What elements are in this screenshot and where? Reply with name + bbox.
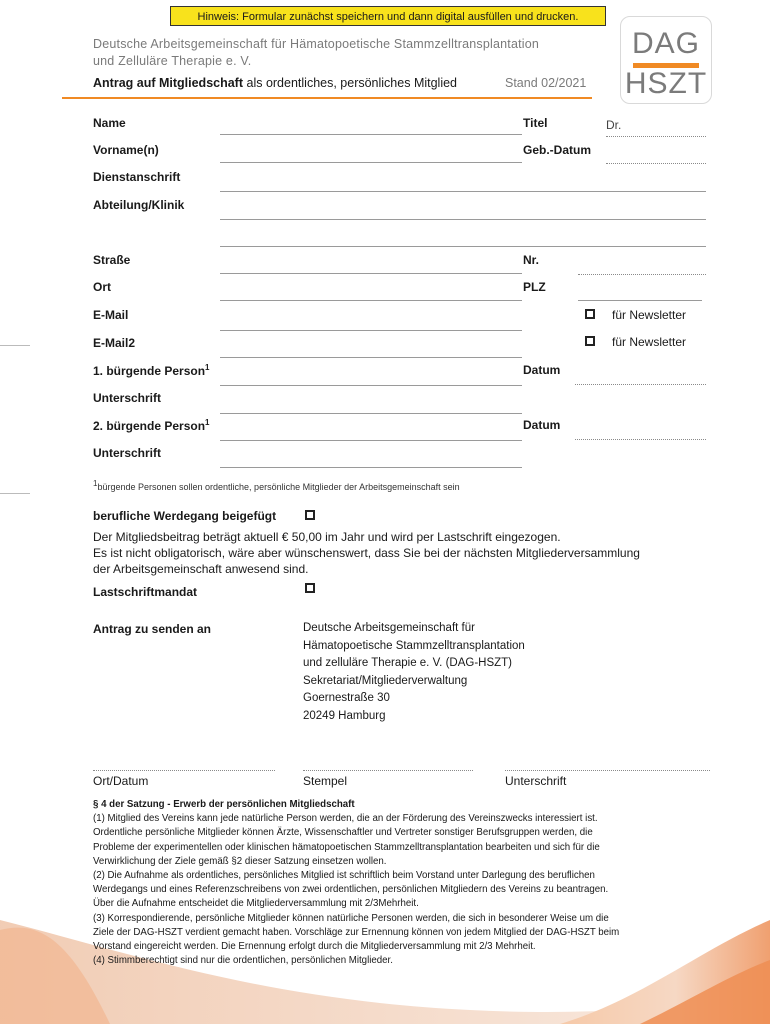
- satzung-line: (2) Die Aufnahme als ordentliches, persönliches Mitglied ist schriftlich beim Vorstand unter Darlegung des beruflichen: [93, 870, 595, 882]
- label-stempel: Stempel: [303, 774, 348, 788]
- satzung-line: Ziele der DAG-HSZT verdient gemacht haben. Vorschläge zur Ernennung können von jedem Mitglied der DAG-HSZT beim: [93, 926, 620, 938]
- footnote: $^1$bürgende Personen sollen ordentliche, persönliche Mitglieder der Arbeitsgemeinschaft sein: [93, 479, 460, 492]
- email-field[interactable]: [220, 330, 522, 331]
- address-line: und zelluläre Therapie e. V. (DAG-HSZT): [303, 657, 513, 669]
- satzung-line: Werdegangs und eines Referenzschreibens von zwei ordentlichen, persönlichen Mitgliedern des Vereins zu beantragen.: [93, 884, 609, 896]
- plz-field[interactable]: [578, 300, 702, 301]
- unterschrift-1-field[interactable]: [220, 413, 522, 414]
- buerge-1-field[interactable]: [220, 385, 522, 386]
- satzung-section: [93, 798, 703, 968]
- beitrag-line-1: Der Mitgliedsbeitrag beträgt aktuell € 50,00 im Jahr und wird per Lastschrift eingezogen.: [93, 530, 561, 544]
- newsletter-checkbox-2[interactable]: [585, 336, 595, 346]
- newsletter-label-2: für Newsletter: [612, 335, 687, 349]
- satzung-line: Ordentliche persönliche Mitglieder können Ärzte, Wissenschaftler und Vertreter sonstiger Berufsgruppen werden, die: [93, 827, 593, 839]
- version-stand: Stand 02/2021: [505, 76, 587, 90]
- address-line: Goernestraße 30: [303, 692, 390, 704]
- ort-datum-line[interactable]: [93, 770, 275, 771]
- ort-field[interactable]: [220, 300, 522, 301]
- satzung-line: Probleme der experimentellen oder klinischen hämatopoetischen Stammzelltransplantation bearbeiten und sich für die: [93, 841, 600, 853]
- subtitle-bold: Antrag auf Mitgliedschaft: [93, 76, 244, 90]
- label-unterschrift-final: Unterschrift: [505, 774, 567, 788]
- org-line-2: und Zelluläre Therapie e. V.: [93, 54, 252, 68]
- email2-field[interactable]: [220, 357, 522, 358]
- newsletter-checkbox-1[interactable]: [585, 309, 595, 319]
- abteilung-field[interactable]: [220, 219, 706, 220]
- header-divider: [62, 97, 592, 99]
- nr-field[interactable]: [578, 274, 706, 275]
- geb-datum-field[interactable]: [606, 163, 706, 164]
- abteilung-field-2[interactable]: [220, 246, 706, 247]
- label-email: E-Mail: [93, 308, 129, 322]
- label-ort: Ort: [93, 280, 111, 294]
- logo-text-top: DAG: [631, 27, 700, 60]
- titel-field[interactable]: [606, 136, 706, 137]
- label-abteilung: Abteilung/Klinik: [93, 198, 185, 212]
- titel-value: Dr.: [606, 118, 622, 132]
- datum-1-field[interactable]: [575, 384, 706, 385]
- buerge-2-field[interactable]: [220, 440, 522, 441]
- side-mark: [0, 493, 30, 494]
- label-datum-2: Datum: [523, 418, 561, 432]
- unterschrift-line[interactable]: [505, 770, 710, 771]
- label-strasse: Straße: [93, 253, 131, 267]
- satzung-line: (3) Korrespondierende, persönliche Mitglieder können natürliche Personen werden, die sich in besonderer Weise um die: [93, 912, 609, 924]
- satzung-line: Über die Aufnahme entscheidet die Mitgliederversammlung mit 2/3Mehrheit.: [93, 898, 419, 910]
- address-line: Sekretariat/Mitgliederverwaltung: [303, 674, 468, 687]
- subtitle-rest: als ordentliches, persönliches Mitglied: [243, 76, 458, 90]
- satzung-line: (4) Stimmberechtigt sind nur die ordentlichen, persönlichen Mitglieder.: [93, 955, 393, 967]
- dienstanschrift-field[interactable]: [220, 191, 706, 192]
- label-email2: E-Mail2: [93, 336, 136, 350]
- label-name: Name: [93, 116, 126, 130]
- dag-hszt-logo: [620, 16, 712, 104]
- label-lastschrift: Lastschriftmandat: [93, 585, 198, 599]
- satzung-line: Verwirklichung der Ziele gemäß §2 dieser Satzung einsetzen wollen.: [93, 855, 387, 867]
- label-plz: PLZ: [523, 280, 546, 294]
- label-unterschrift-2: Unterschrift: [93, 446, 162, 460]
- label-buerge-2: 2. bürgende Person$^1$: [93, 418, 210, 433]
- vorname-field[interactable]: [220, 162, 522, 163]
- satzung-line: (1) Mitglied des Vereins kann jede natürliche Person werden, die an der Förderung des Vereinszwecks interessiert ist.: [93, 813, 598, 825]
- werdegang-checkbox[interactable]: [305, 510, 315, 520]
- side-mark: [0, 345, 30, 346]
- name-field[interactable]: [220, 134, 522, 135]
- stempel-line[interactable]: [303, 770, 473, 771]
- form-subtitle: [93, 76, 457, 90]
- label-werdegang: berufliche Werdegang beigefügt: [93, 509, 277, 523]
- newsletter-label-1: für Newsletter: [612, 308, 687, 322]
- strasse-field[interactable]: [220, 273, 522, 274]
- label-nr: Nr.: [523, 253, 540, 267]
- unterschrift-2-field[interactable]: [220, 467, 522, 468]
- satzung-title: § 4 der Satzung - Erwerb der persönlichen Mitgliedschaft: [93, 799, 355, 810]
- address-line: Hämatopoetische Stammzelltransplantation: [303, 639, 525, 652]
- org-line-1: Deutsche Arbeitsgemeinschaft für Hämatopoetische Stammzelltransplantation: [93, 37, 540, 51]
- hint-banner: Hinweis: Formular zunächst speichern und dann digital ausfüllen und drucken.: [170, 6, 606, 26]
- address-line: 20249 Hamburg: [303, 709, 386, 722]
- label-ort-datum: Ort/Datum: [93, 774, 149, 788]
- label-unterschrift-1: Unterschrift: [93, 391, 162, 405]
- satzung-line: Vorstand eingereicht werden. Die Ernennung erfolgt durch die Mitgliederversammlung mit 2/3 Mehrheit.: [93, 941, 536, 953]
- label-geb-datum: Geb.-Datum: [523, 143, 592, 157]
- address-line: Deutsche Arbeitsgemeinschaft für: [303, 622, 475, 634]
- label-dienstanschrift: Dienstanschrift: [93, 170, 181, 184]
- lastschrift-checkbox[interactable]: [305, 583, 315, 593]
- beitrag-line-2: Es ist nicht obligatorisch, wäre aber wünschenswert, dass Sie bei der nächsten Mitgliederversammlung: [93, 546, 640, 560]
- label-antrag-senden: Antrag zu senden an: [93, 622, 212, 636]
- logo-text-bottom: HSZT: [624, 67, 708, 100]
- mailing-address: [303, 620, 603, 725]
- label-datum-1: Datum: [523, 363, 561, 377]
- datum-2-field[interactable]: [575, 439, 706, 440]
- label-titel: Titel: [523, 116, 548, 130]
- beitrag-text: [93, 529, 733, 577]
- label-vorname: Vorname(n): [93, 143, 159, 157]
- beitrag-line-3: der Arbeitsgemeinschaft anwesend sind.: [93, 562, 309, 576]
- organization-name: [93, 36, 573, 70]
- label-buerge-1: 1. bürgende Person$^1$: [93, 363, 210, 378]
